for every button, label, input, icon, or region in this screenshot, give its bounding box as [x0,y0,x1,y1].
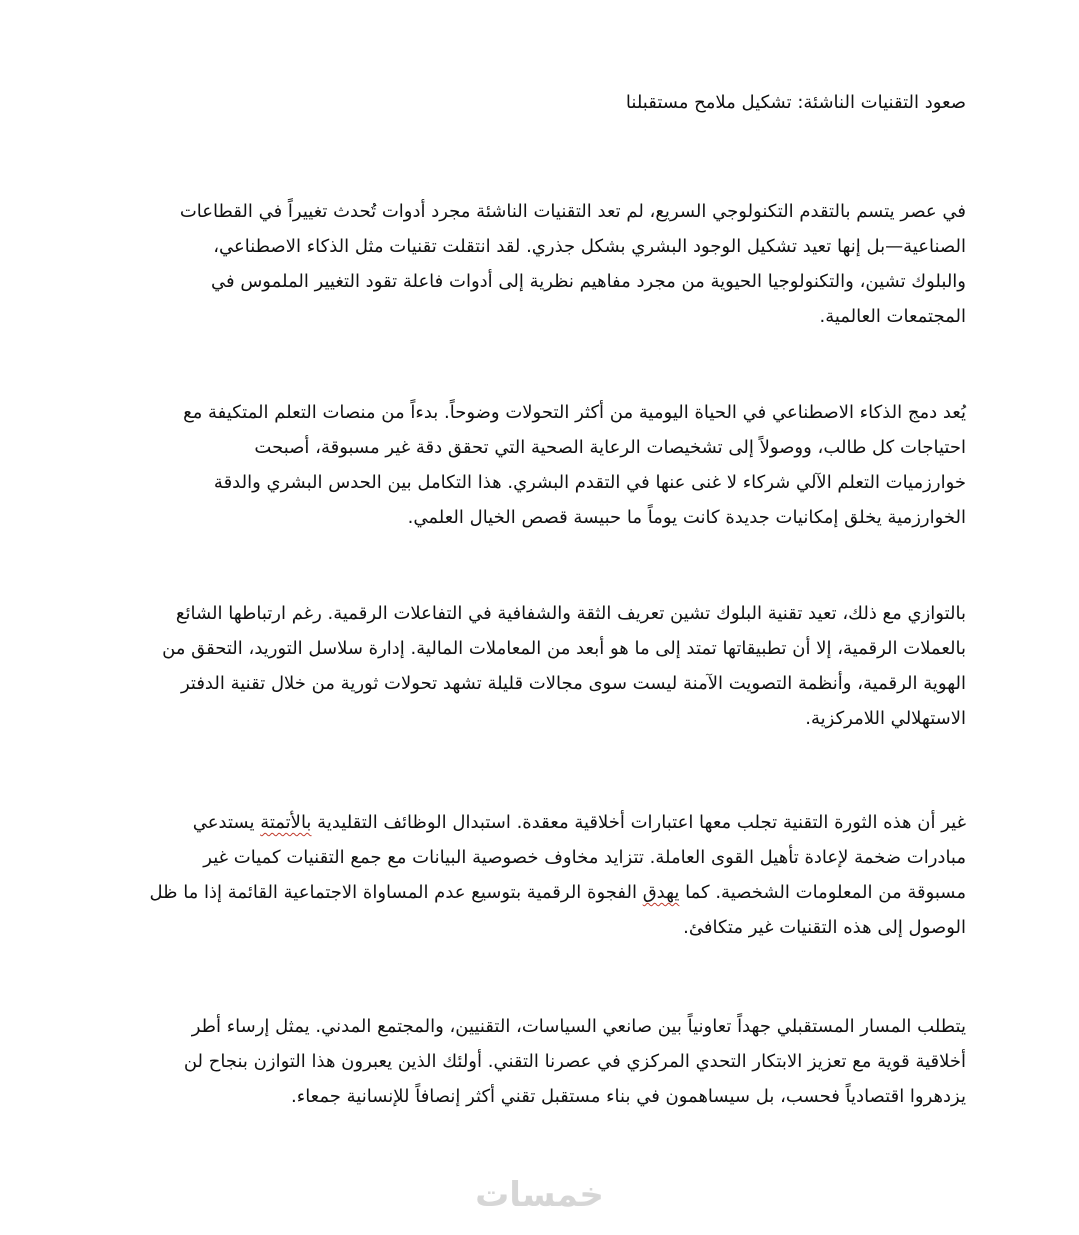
paragraph [183,395,966,535]
text-line: أخلاقية قوية مع تعزيز الابتكار التحدي المركزي في عصرنا التقني. أولئك الذين يعبرون هذا التوازن بنجاح لن [183,1051,966,1072]
text-line: يُعد دمج الذكاء الاصطناعي في الحياة اليومية من أكثر التحولات وضوحاً. بدءاً من منصات التعلم المتكيفة مع [183,402,966,423]
watermark-logo [0,1175,1079,1215]
text-line: يزدهروا اقتصادياً فحسب، بل سيساهمون في بناء مستقبل تقني أكثر إنصافاً للإنسانية جمعاء. [291,1086,966,1107]
text-line: الخوارزمية يخلق إمكانيات جديدة كانت يوماً ما حبيسة قصص الخيال العلمي. [407,507,966,528]
text-line: الاستهلالي اللامركزية. [805,708,966,729]
spellcheck-flagged-word[interactable]: بالأتمتة [260,812,312,833]
paragraph [180,194,966,334]
text-line: خوارزميات التعلم الآلي شركاء لا غنى عنها في التقدم البشري. هذا التكامل بين الحدس البشري والدقة [213,472,966,493]
text-segment: الفجوة الرقمية بتوسيع عدم المساواة الاجتماعية القائمة إذا ما ظل [149,882,643,903]
text-line: الصناعية—بل إنها تعيد تشكيل الوجود البشري بشكل جذري. لقد انتقلت تقنيات مثل الذكاء الاصطناعي، [213,236,966,257]
document-title: صعود التقنيات الناشئة: تشكيل ملامح مستقبلنا [625,92,966,113]
text-line: احتياجات كل طالب، ووصولاً إلى تشخيصات الرعاية الصحية التي تحقق دقة غير مسبوقة، أصبحت [254,437,966,458]
text-line: المجتمعات العالمية. [819,306,966,327]
text-line: في عصر يتسم بالتقدم التكنولوجي السريع، لم تعد التقنيات الناشئة مجرد أدوات تُحدث تغييراً في القطاعات [179,201,966,222]
watermark-text: خمسات [475,1175,604,1215]
paragraph [184,1009,966,1114]
text-line: مبادرات ضخمة لإعادة تأهيل القوى العاملة. تتزايد مخاوف خصوصية البيانات مع جمع التقنيات كميات غير [203,847,966,868]
paragraph [150,805,966,945]
text-line: والبلوك تشين، والتكنولوجيا الحيوية من مجرد مفاهيم نظرية إلى أدوات فاعلة تقود التغيير الملموس في [210,271,966,292]
text-line [150,805,966,840]
spellcheck-flagged-word[interactable]: يهدق [642,882,680,903]
text-segment: غير أن هذه الثورة التقنية تجلب معها اعتبارات أخلاقية معقدة. استبدال الوظائف التقليدية [311,812,966,833]
paragraph [162,596,966,736]
text-line: يتطلب المسار المستقبلي جهداً تعاونياً بين صانعي السياسات، التقنيين، والمجتمع المدني. يمثل إرساء أطر [191,1016,966,1037]
text-line: الهوية الرقمية، وأنظمة التصويت الآمنة ليست سوى مجالات قليلة تشهد تحولات ثورية من خلال تقنية الدفتر [180,673,966,694]
text-line: الوصول إلى هذه التقنيات غير متكافئ. [683,917,966,938]
text-line: بالتوازي مع ذلك، تعيد تقنية البلوك تشين تعريف الثقة والشفافية في التفاعلات الرقمية. رغم ارتباطها الشائع [175,603,966,624]
text-line: بالعملات الرقمية، إلا أن تطبيقاتها تمتد إلى ما هو أبعد من المعاملات المالية. إدارة سلاسل التوريد، التحقق من [162,638,966,659]
text-segment: يستدعي [192,812,261,833]
text-segment: مسبوقة من المعلومات الشخصية. كما [679,882,966,903]
text-line [150,875,966,910]
